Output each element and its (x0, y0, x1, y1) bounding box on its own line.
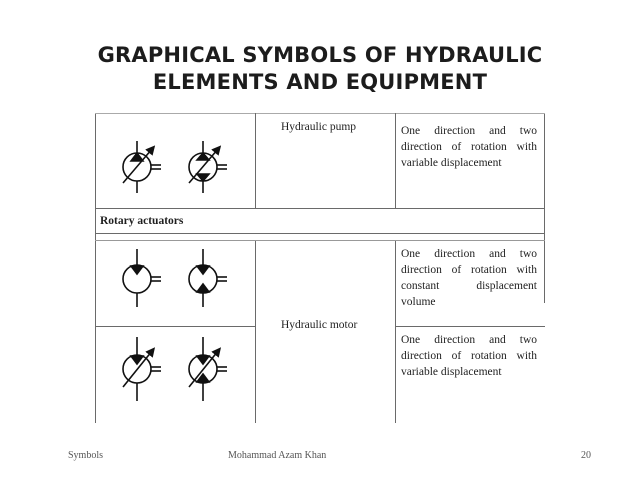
footer-left: Symbols (68, 450, 104, 461)
table-top-border (95, 113, 545, 114)
pump-two-direction-icon (189, 141, 227, 193)
column-divider-2 (395, 113, 396, 208)
motor-one-direction-constant-icon (123, 249, 161, 307)
page-number: 20 (581, 450, 591, 461)
motor-label: Hydraulic motor (281, 319, 358, 331)
motor-description-variable: One direction and two direction of rotation with variable displacement (401, 334, 537, 378)
slide-title-line-2: ELEMENTS AND EQUIPMENT (152, 70, 488, 94)
pump-label: Hydraulic pump (281, 121, 357, 133)
slide-title-line-1: GRAPHICAL SYMBOLS OF HYDRAULIC (97, 43, 543, 67)
column-divider-4 (395, 241, 396, 423)
pump-symbols (115, 133, 245, 201)
row-divider-motor-desc (395, 326, 545, 327)
row-divider-section-top (95, 208, 545, 209)
motor-constant-symbols (115, 243, 245, 323)
column-divider-3 (255, 241, 256, 423)
section-heading-rotary-actuators: Rotary actuators (100, 215, 184, 227)
symbols-table (95, 113, 545, 423)
pump-one-direction-icon (123, 141, 161, 193)
motor-two-direction-constant-icon (189, 249, 227, 307)
motor-one-direction-variable-icon (123, 337, 161, 401)
slide-title (60, 42, 580, 96)
column-divider-1 (255, 113, 256, 208)
row-divider-section-bottom (95, 233, 545, 234)
row-divider-motor (95, 326, 255, 327)
footer-author: Mohammad Azam Khan (228, 450, 327, 461)
pump-description: One direction and two direction of rotation with variable displacement (401, 125, 537, 169)
motor-description-constant: One direction and two direction of rotation with constant displacement volume (401, 248, 537, 308)
motor-two-direction-variable-icon (189, 337, 227, 401)
table-left-border (95, 113, 96, 423)
motor-variable-symbols (115, 331, 245, 415)
row-divider-section-bottom-2 (95, 240, 545, 241)
